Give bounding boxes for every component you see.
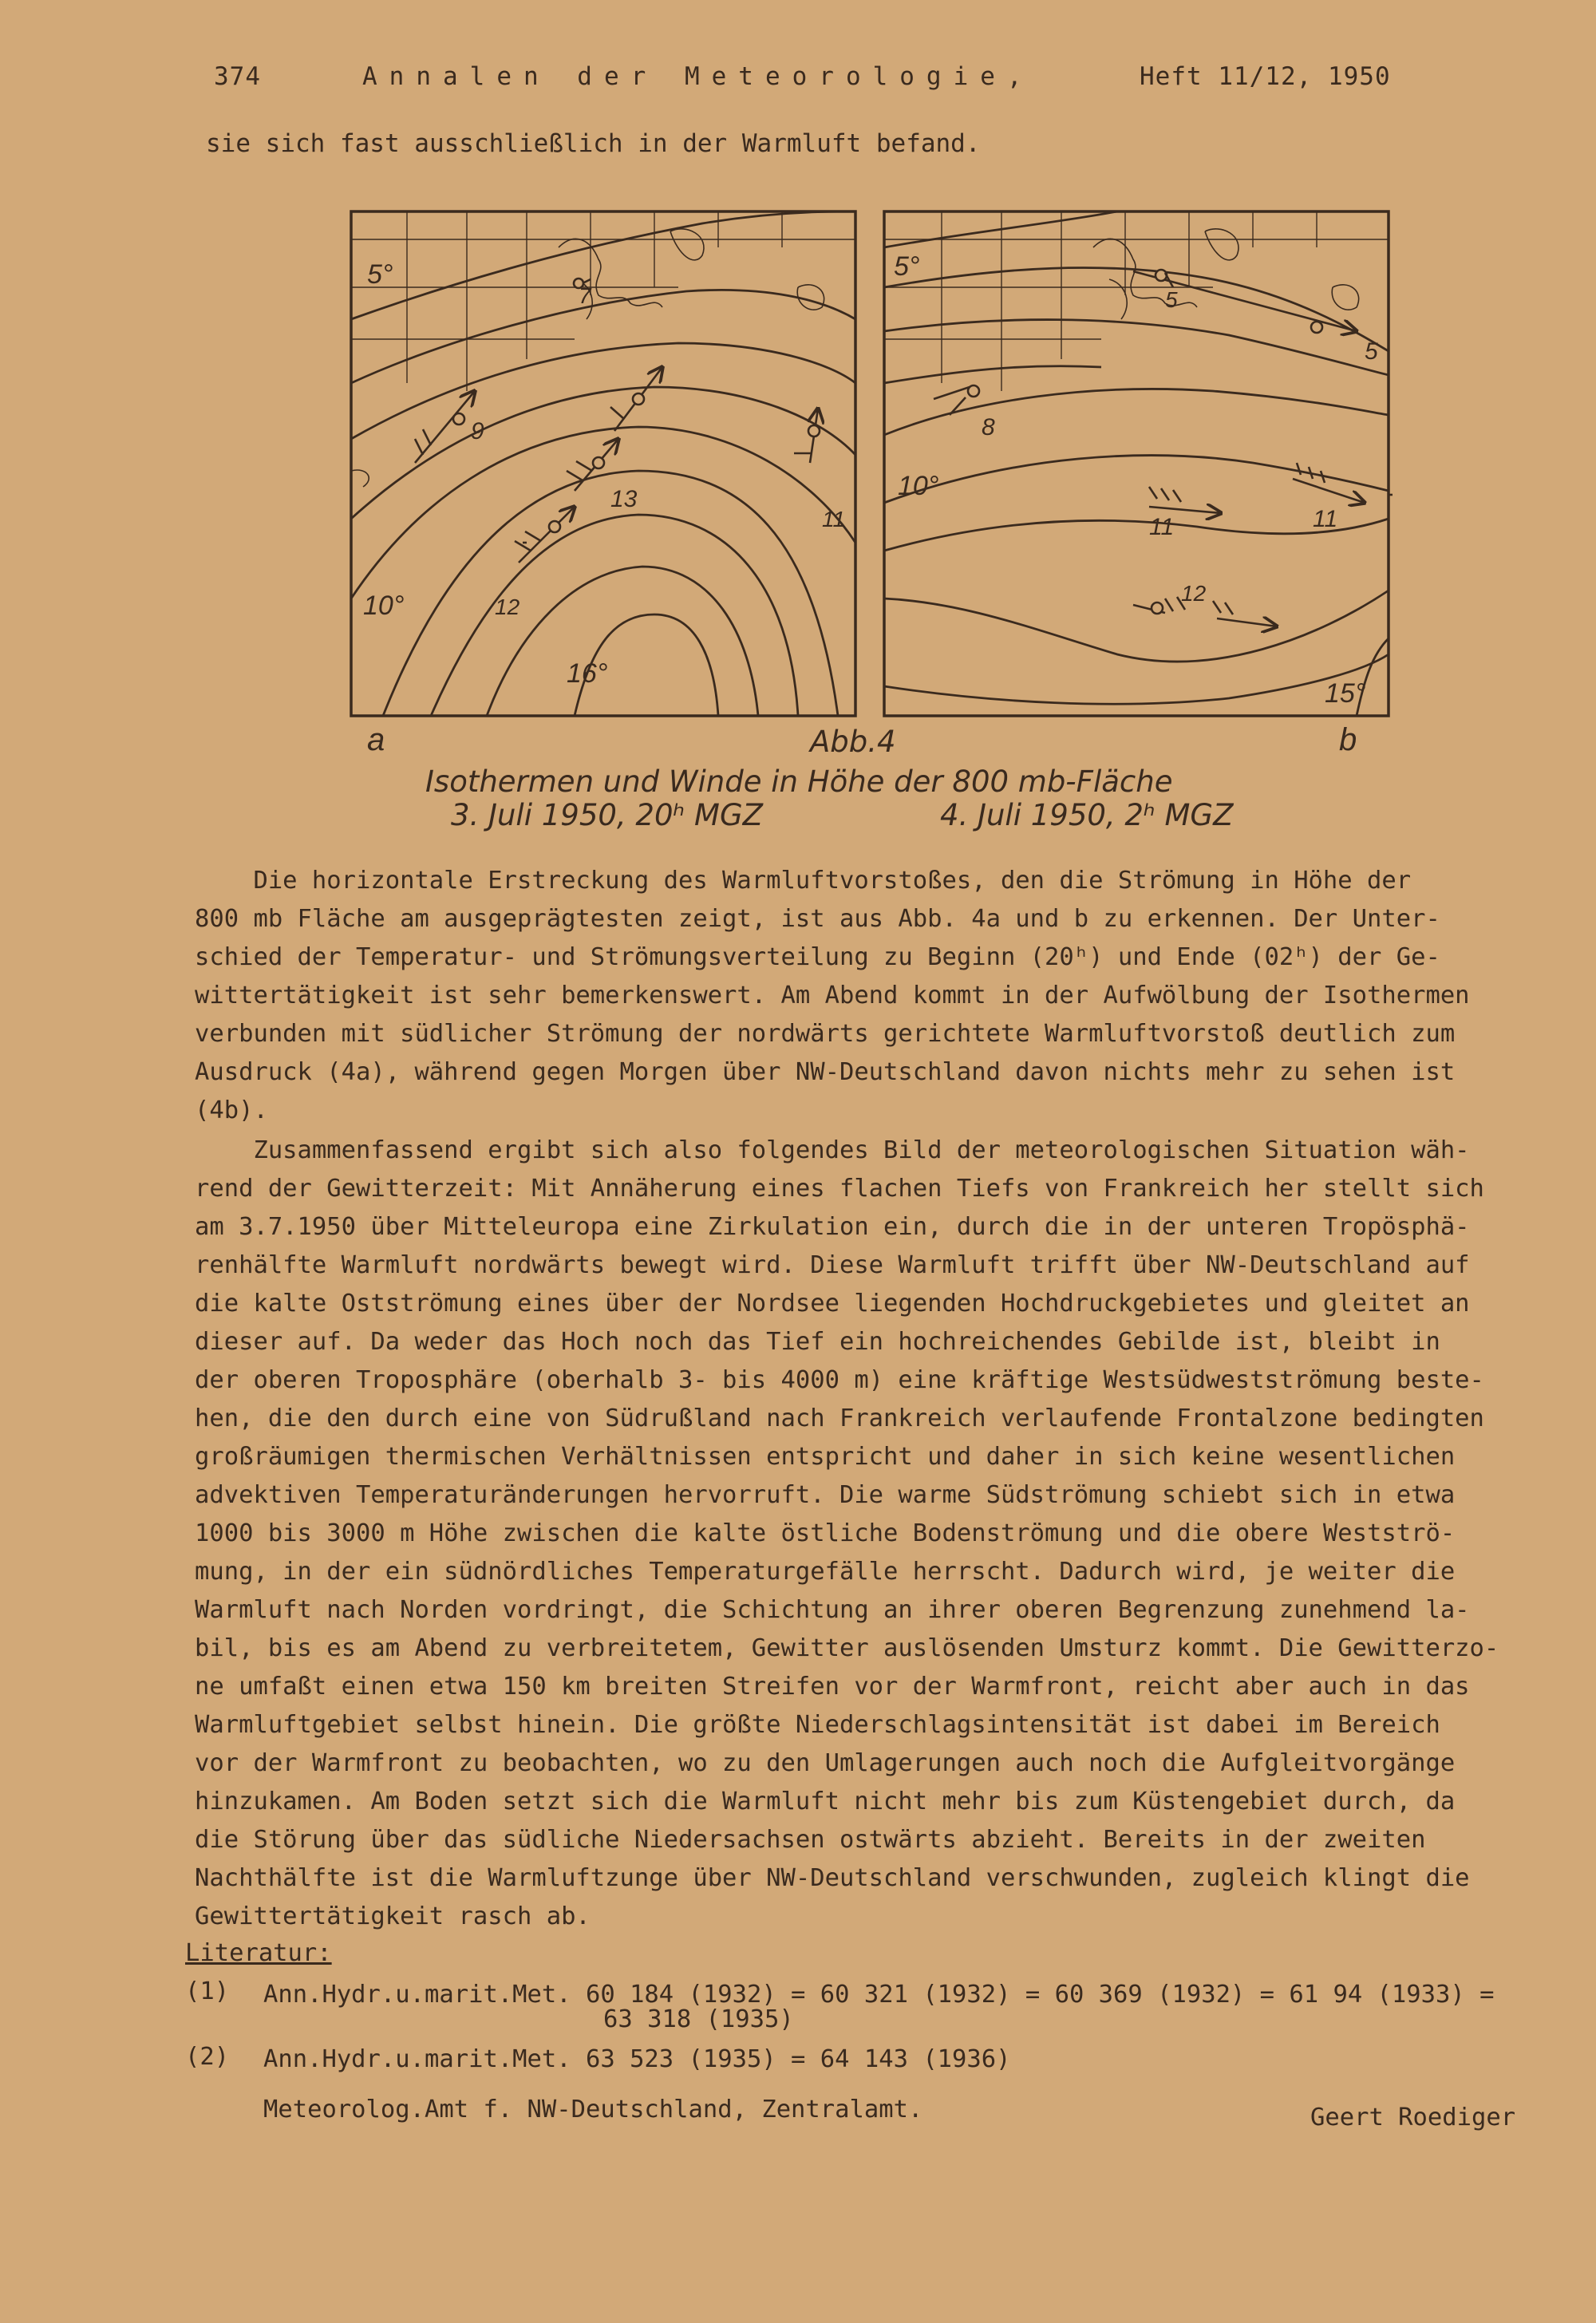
wind-label-b-11-right: 11 [1313,506,1338,532]
text-line: 800 mb Fläche am ausgeprägtesten zeigt, ist aus Abb. 4a und b zu erkennen. Der Unter- [195,905,1440,933]
panel-a-letter: a [367,722,385,757]
literature-ref-1-number: (1) [185,1977,230,2005]
isotherm-label-b-5: 5° [894,251,920,282]
isotherm-label-b-15: 15° [1325,678,1366,709]
text-line: schied der Temperatur- und Strömungsverteilung zu Beginn (20ʰ) und Ende (02ʰ) der Ge- [195,943,1440,971]
text-line: dieser auf. Da weder das Hoch noch das Tief ein hochreichendes Gebilde ist, bleibt in [195,1328,1440,1356]
panel-b-coastline [1093,229,1359,319]
wind-label-a-13: 13 [610,486,638,512]
text-line: die Störung über das südliche Niedersachsen ostwärts abzieht. Bereits in der zweiten [195,1826,1426,1854]
continuation-line: sie sich fast ausschließlich in der Warmluft befand. [206,129,981,158]
panel-b-wind-arrows [934,270,1393,626]
figure-caption-date-b: 4. Juli 1950, 2ʰ MGZ [940,798,1234,832]
literature-ref-1-line-1: Ann.Hydr.u.marit.Met. 60 184 (1932) = 60 321 (1932) = 60 369 (1932) = 61 94 (1933) = [263,1981,1495,2009]
text-line: mung, in der ein südnördliches Temperaturgefälle herrscht. Dadurch wird, je weiter die [195,1558,1456,1586]
text-line: hinzukamen. Am Boden setzt sich die Warmluft nicht mehr bis zum Küstengebiet durch, da [195,1788,1456,1815]
isotherm-label-a-10: 10° [363,591,405,621]
text-line: Zusammenfassend ergibt sich also folgendes Bild der meteorologischen Situation wäh- [195,1136,1470,1164]
wind-label-b-8: 8 [982,414,995,441]
panel-b-grid [884,211,1389,391]
text-line: rend der Gewitterzeit: Mit Annäherung eines flachen Tiefs von Frankreich her stellt sich [195,1175,1484,1203]
text-line: 1000 bis 3000 m Höhe zwischen die kalte östliche Bodenströmung und die obere Westströ- [195,1519,1456,1547]
text-line: hen, die den durch eine von Südrußland nach Frankreich verlaufende Frontalzone bedingten [195,1404,1484,1432]
text-line: großräumigen thermischen Verhältnissen entspricht und daher in sich keine wesentlichen [195,1443,1456,1471]
text-line: (4b). [195,1096,268,1124]
panel-b-map [884,211,1393,716]
panel-b-labels [894,251,1378,757]
wind-label-a-12: 12 [495,595,520,619]
text-line: advektiven Temperaturänderungen hervorruft. Die warme Südströmung schiebt sich in etwa [195,1481,1456,1509]
isotherm-label-b-5-east: 5 [1365,338,1378,365]
wind-label-b-5: 5 [1165,287,1178,312]
text-line: Gewittertätigkeit rasch ab. [195,1902,591,1930]
isotherm-label-a-5: 5° [367,259,393,290]
text-line: vor der Warmfront zu beobachten, wo zu den Umlagerungen auch noch die Aufgleitvorgänge [195,1749,1456,1777]
text-line: verbunden mit südlicher Strömung der nordwärts gerichtete Warmluftvorstoß deutlich zum [195,1020,1456,1048]
panel-a-map [351,211,855,716]
footer-institution: Meteorolog.Amt f. NW-Deutschland, Zentralamt. [263,2096,923,2123]
panel-b-letter: b [1339,722,1357,757]
text-line: renhälfte Warmluft nordwärts bewegt wird. Diese Warmluft trifft über NW-Deutschland auf [195,1251,1470,1279]
page-number: 374 [214,62,261,91]
text-line: Warmluftgebiet selbst hinein. Die größte Niederschlagsintensität ist dabei im Bereich [195,1711,1440,1739]
isotherm-label-b-10: 10° [898,471,939,501]
wind-label-b-11-left: 11 [1149,514,1175,540]
literature-ref-1-line-2: 63 318 (1935) [603,2005,794,2033]
text-line: bil, bis es am Abend zu verbreitetem, Gewitter auslösenden Umsturz kommt. Die Gewitterzo- [195,1634,1499,1662]
text-line: der oberen Troposphäre (oberhalb 3- bis 4000 m) eine kräftige Westsüdwestströmung beste- [195,1366,1484,1394]
wind-label-b-12: 12 [1181,581,1207,606]
isotherm-label-a-16: 16° [567,658,608,689]
journal-title: Annalen der Meteorologie, [362,62,1034,91]
body-text [195,862,1543,1936]
panel-a-grid [351,211,855,391]
literature-ref-2-line-1: Ann.Hydr.u.marit.Met. 63 523 (1935) = 64 143 (1936) [263,2045,1011,2073]
text-line: Warmluft nach Norden vordringt, die Schichtung an ihrer oberen Begrenzung zunehmend la- [195,1596,1470,1624]
panel-a-labels [363,259,845,757]
footer-author: Geert Roediger [1310,2104,1516,2131]
paragraph-1 [195,862,1543,1130]
text-line: Nachthälfte ist die Warmluftzunge über NW-Deutschland verschwunden, zugleich klingt die [195,1864,1470,1892]
text-line: die kalte Ostströmung eines über der Nordsee liegenden Hochdruckgebietes und gleitet an [195,1290,1470,1318]
figure-caption-date-a: 3. Juli 1950, 20ʰ MGZ [451,798,763,832]
text-line: Die horizontale Erstreckung des Warmluftvorstoßes, den die Strömung in Höhe der [195,867,1412,895]
text-line: ne umfaßt einen etwa 150 km breiten Streifen vor der Warmfront, reicht aber auch in das [195,1673,1470,1701]
wind-label-a-9: 9 [471,418,484,444]
panel-a-coastline [351,229,824,487]
paragraph-2 [195,1132,1543,1936]
wind-label-a-7: 7 [579,283,591,308]
literature-ref-2-number: (2) [185,2043,230,2071]
wind-label-a-11: 11 [822,507,846,531]
text-line: wittertätigkeit ist sehr bemerkenswert. Am Abend kommt in der Aufwölbung der Isothermen [195,982,1470,1009]
figure-caption-title: Abb.4 [810,725,896,759]
text-line: am 3.7.1950 über Mitteleuropa eine Zirkulation ein, durch die in der unteren Tropösphä- [195,1213,1470,1241]
figure-caption-line: Isothermen und Winde in Höhe der 800 mb-Fläche [425,764,1173,799]
text-line: Ausdruck (4a), während gegen Morgen über NW-Deutschland davon nichts mehr zu sehen ist [195,1058,1456,1086]
literature-heading: Literatur: [185,1939,332,1967]
issue-info: Heft 11/12, 1950 [1140,62,1391,91]
